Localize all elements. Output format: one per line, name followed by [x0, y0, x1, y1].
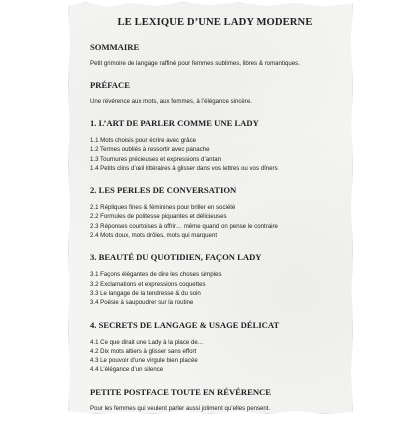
sommaire-heading: SOMMAIRE — [90, 42, 140, 52]
list-item: 1.2 Termes oubliés à ressortir avec panache — [90, 146, 210, 154]
postface-heading: PETITE POSTFACE TOUTE EN RÉVÉRENCE — [90, 386, 271, 397]
postface-text: Pour les femmes qui veulent parler aussi joliment qu’elles pensent. — [90, 404, 271, 412]
list-item: 3.1 Façons élégantes de dire les choses simples — [90, 271, 222, 279]
section-list — [90, 270, 340, 307]
document-title: LE LEXIQUE D’UNE LADY MODERNE — [117, 17, 313, 28]
list-item: 4.3 Le pouvoir d’une virgule bien placée — [90, 357, 198, 365]
section-list — [90, 136, 340, 173]
list-item: 1.3 Tournures précieuses et expressions d’antan — [90, 155, 221, 163]
list-item: 4.4 L’élégance d’un silence — [90, 366, 164, 374]
section-1 — [90, 118, 340, 173]
list-item: 2.4 Mots doux, mots drôles, mots qui marquent — [90, 232, 218, 240]
document-body — [90, 8, 340, 425]
list-item: 3.4 Poésie à saupoudrer sur la routine — [90, 299, 194, 307]
list-item: 2.2 Formules de politesse piquantes et délicieuses — [90, 213, 227, 221]
section-3 — [90, 252, 340, 307]
section-heading: 4. SECRETS DE LANGAGE & USAGE DÉLICAT — [90, 319, 280, 330]
list-item: 2.1 Répliques fines & féminines pour briller en société — [90, 204, 236, 212]
list-item: 4.2 Dix mots altiers à glisser sans effort — [90, 347, 197, 355]
list-item: 2.3 Réponses courtoises à offrir… même quand on pense le contraire — [90, 222, 278, 230]
list-item: 1.4 Petits clins d’œil littéraires à glisser dans vos lettres ou vos dîners — [90, 164, 278, 172]
list-item: 4.1 Ce que dirait une Lady à la place de… — [90, 338, 204, 346]
section-list — [90, 338, 340, 375]
section-list — [90, 203, 340, 240]
section-heading: 1. L’ART DE PARLER COMME UNE LADY — [90, 118, 259, 128]
sommaire-text: Petit grimoire de langage raffiné pour femmes sublimes, libres & romantiques. — [90, 60, 300, 67]
preface-text: Une révérence aux mots, aux femmes, à l’élégance sincère. — [90, 98, 252, 105]
list-item: 1.1 Mots choisis pour écrire avec grâce — [90, 137, 197, 144]
preface-heading: PRÉFACE — [90, 80, 130, 90]
section-heading: 2. LES PERLES DE CONVERSATION — [90, 185, 237, 196]
section-heading: 3. BEAUTÉ DU QUOTIDIEN, FAÇON LADY — [90, 252, 262, 263]
list-item: 3.2 Exclamations et expressions coquettes — [90, 280, 206, 288]
section-4 — [90, 320, 340, 375]
list-item: 3.3 Le langage de la tendresse & du soin — [90, 289, 201, 297]
section-2 — [90, 185, 340, 240]
